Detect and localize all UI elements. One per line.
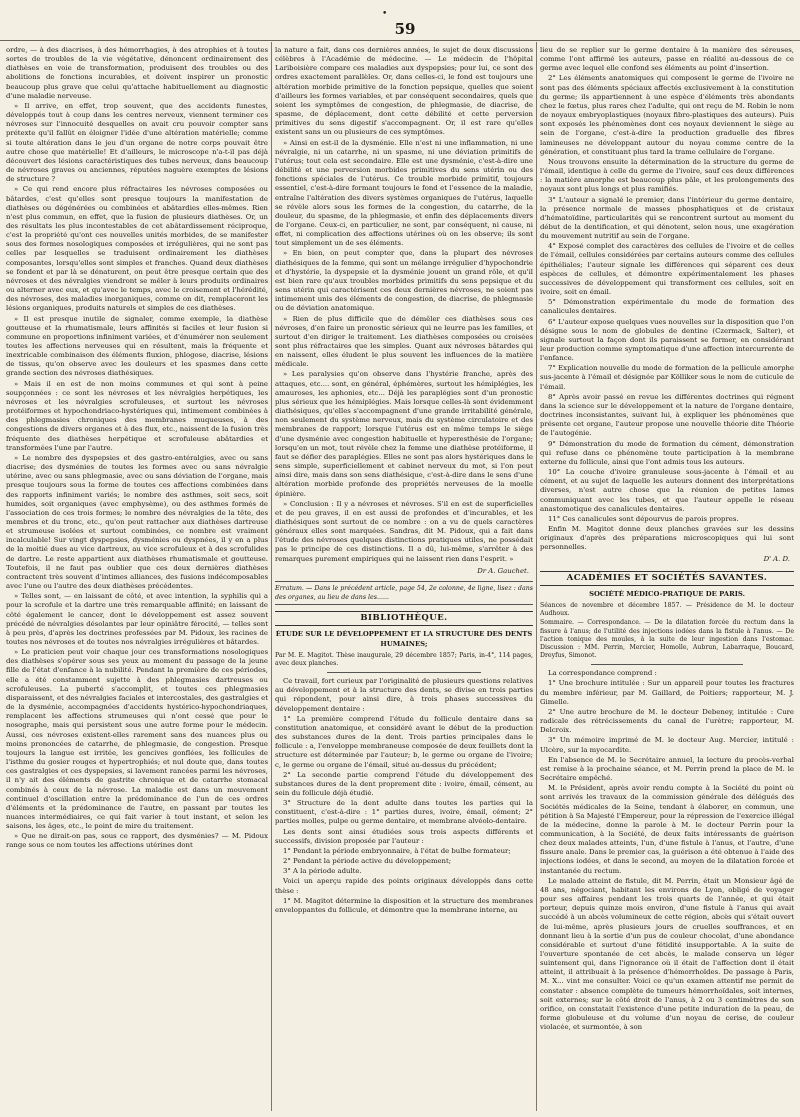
column-3 xyxy=(540,46,794,1109)
column-1 xyxy=(6,46,268,1109)
column-2 xyxy=(275,46,533,1109)
page-number: 59 xyxy=(394,20,416,38)
review-signature: D' A. D. xyxy=(763,555,790,564)
paragraph: 2° La seconde partie comprend l'étude du développement des substances dures de la dent proprement dite : ivoire, émail, cément, au sein du follicule déjà étudié. xyxy=(275,770,533,797)
paragraph: » Il est presque inutile de signaler, comme exemple, la diathèse goutteuse et la rhumatismale, leurs affinités si faciles et leur fusion si commune en proportions infiniment variées, et d'énumérer non seulement toutes les affections nerveuses qui en résultent, mais la fréquente et inextricable combinaison des éléments fluxion, phlogose, diacrise, lésions de tissus, qu'on observe avec les douleurs et les spasmes dans cette grande section des névroses diathésiques. xyxy=(6,314,268,378)
paragraph: 3° Un mémoire imprimé de M. le docteur Aug. Mercier, intitulé : Ulcère, sur la myocardite. xyxy=(540,736,794,754)
paragraph: M. le Président, après avoir rendu compte à la Société du point où sont arrivés les travaux de la commission générale des délégués des Sociétés médicales de la Seine, tendant à élaborer, en commun, une pétition à Sa Majesté l'Empereur, pour la répression de l'exercice illégal de la médecine, donne la parole à M. le docteur Perrin pour la communication, à la Société, de deux faits intéressants de guérison chez deux malades atteints, l'un, d'une fistule à l'anus, et l'autre, d'une fissure anale. Dans le premier cas, la guérison a été obtenue à l'aide des injections iodées, et dans le second, au moyen de la dilatation forcée et instantanée du rectum. xyxy=(540,784,794,875)
session-summary: Sommaire. — Correspondance. — De la dilatation forcée du rectum dans la fissure à l'anus; de l'utilité des injections iodées dans la fistule à l'anus. — De l'action tonique des moules, à la suite de leur ingestion dans l'estomac. Discussion : MM. Perrin, Mercier, Homolle, Aubrun, Labarraque, Boucard, Dreyfus, Simonot. xyxy=(540,619,794,660)
paragraph: En l'absence de M. le Secrétaire annuel, la lecture du procès-verbal est remise à la prochaine séance, et M. Perrin prend la place de M. le Secrétaire empêché. xyxy=(540,755,794,783)
paragraph: 1° Pendant la période embryonnaire, à l'état de bulbe formateur; xyxy=(283,846,511,855)
paragraph: Nous trouvons ensuite la détermination de la structure du germe de l'émail, identique à celle du germe de l'ivoire, sauf ces deux différences : la matière amorphe est beaucoup plus pâle, et les prolongements des noyaux sont plus longs et plus ramifiés. xyxy=(540,157,794,194)
page-header xyxy=(0,6,800,41)
paragraph: 9° Démonstration du mode de formation du cément, démonstration qui refuse dans ce phénomène toute participation à la membrane externe du follicule, ainsi que l'ont admis tous les auteurs. xyxy=(540,439,794,466)
paragraph: Enfin M. Magitot donne deux planches gravées sur les dessins originaux d'après des préparations microscopiques qui lui sont personnelles. xyxy=(540,524,794,552)
paragraph: 3° L'auteur a signalé le premier, dans l'intérieur du germe dentaire, la présence normale de masses phosphatiques et de cristaux d'hématoïdine, particularités qui se rencontrent surtout au moment du début de la dentification, et qui dénotent, selon nous, une exagération du mouvement nutritif au sein de l'organe. xyxy=(540,195,794,241)
paragraph: » Il arrive, en effet, trop souvent, que des accidents funestes, développés tout à coup dans les centres nerveux, viennent terminer ces névroses sur l'innocuité desquelles on avait cru pouvoir compter sans prétexte qu'il fallût en éloigner l'idée d'une altération matérielle; comme si toute altération dans le jeu d'un organe de notre corps pouvait être autre chose que matérielle! Et d'ailleurs, le microscope n'a-t-il pas déjà découvert des lésions caractéristiques des tubes nerveux, dans beaucoup de névroses graves ou anciennes, réputées naguère exemptes de lésions de structure ? xyxy=(6,101,268,184)
paragraph: 2° Pendant la période active du développement; xyxy=(283,857,452,866)
column-divider xyxy=(271,42,272,1111)
author-signature: Dr A. Gauchet. xyxy=(477,566,529,575)
paragraph: 1° Une brochure intitulée : Sur un appareil pour toutes les fractures du membre inférieur, par M. Gaillard, de Poitiers; rapporteur, M. J. Gimelle. xyxy=(540,679,794,706)
paragraph: » Que ne dirait-on pas, sous ce rapport, des dysménies? — M. Pidoux range sous ce nom toutes les affections utérines dont xyxy=(6,832,268,850)
paragraph: la nature a fait, dans ces dernières années, le sujet de deux discussions célèbres à l'Académie de médecine. — Le médecin de l'hôpital Lariboisière compare ces maladies aux dyspepsies; pour lui, ce sont des ordres exactement parallèles. Or, dans celles-ci, le fond est toujours une altération morbide primitive de la fonction pepsique, quelles que soient d'ailleurs les formes variables, et par conséquent secondaires, quels que soient les symptômes de congestion, de phlegmasie, de diacrise, de spasme, de déplacement, dont cette débilité et cette perversion primitives du sens digestif s'accompagnent. Or, il est rare qu'elles existent sans un ou plusieurs de ces symptômes. xyxy=(275,46,533,137)
paragraph: 10° La couche d'ivoire granuleuse sous-jacente à l'émail et au cément, et au sujet de laquelle les auteurs donnent des interprétations diverses, n'est autre chose que la réunion de petites lames communiquant avec les tubes, et que l'auteur appelle le réseau anastomotique des canalicules dentaires. xyxy=(540,468,794,513)
paragraph: 1° La première comprend l'étude du follicule dentaire dans sa constitution anatomique, et considéré avant le début de la production des substances dures de la dent. Trois parties principales dans le follicule : a, l'enveloppe membraneuse composée de deux feuillets dont la structure est déterminée par l'auteur; b, le germe ou organe de l'ivoire; c, le germe ou organe de l'émail, situé au-dessus du précédent; xyxy=(275,714,533,769)
paragraph: La correspondance comprend : xyxy=(548,669,657,678)
book-title: ÉTUDE SUR LE DÉVELOPPEMENT ET LA STRUCTURE DES DENTS HUMAINES; xyxy=(275,630,533,648)
paragraph: » Ainsi en est-il de la dysménie. Elle n'est ni une inflammation, ni une névralgie, ni un catarrhe, ni un spasme, ni une déviation primitifs de l'utérus; tout cela est secondaire. Elle est une dysménie, c'est-à-dire une débilité et une perversion morbides primitives du sens utérin ou des fonctions spéciales de l'utérus. Ce trouble morbide primitif, toujours essentiel, c'est-à-dire formant toujours le fond et l'essence de la maladie, entraîne l'altération des divers systèmes organiques de l'utérus, laquelle se révèle alors sous les formes de la congestion, du catarrhe, de la douleur, du spasme, de la phlegmasie, et enfin des déplacements divers de l'organe. Ceux-ci, en particulier, ne sont, par conséquent, ni cause, ni effet, ni complication des affections utérines où on les observe; ils sont tout simplement un de ses éléments. xyxy=(275,138,533,248)
paragraph: » Ce qui rend encore plus réfractaires les névroses composées ou bâtardes, c'est qu'elles sont presque toujours la manifestation de diathèses ou dégénérées ou combinées et abâtardies elles-mêmes. Rien n'est plus commun, en effet, que la fusion de plusieurs diathèses. Or, un des résultats les plus incontestables de cet abâtardissement réciproque, c'est la propriété qu'ont ces nouvelles unités morbides, de se manifester sous des formes nosologiques composées et irrégulières, qui ne sont pas celles par lesquelles se traduisent ordinairement les diathèses composantes, lorsqu'elles sont simples et franches. Quand deux diathèses se fondent et par là se dénaturent, on peut être presque certain que des névroses et des névralgies viendront se mêler à leurs produits ordinaires ou alterner avec eux, et qu'avec le temps, avec le croisement et l'hérédité, des névroses, des maladies inorganiques, comme on dit, remplaceront les lésions organiques, produits naturels et simples de ces diathèses. xyxy=(6,185,268,313)
book-reference: Par M. E. Magitot. Thèse inaugurale, 29 décembre 1857; Paris, in-4°, 114 pages, avec deux planches. xyxy=(275,651,533,667)
paragraph: Ce travail, fort curieux par l'originalité de plusieurs questions relatives au développement et à la structure des dents, se divise en trois parties qui répondent, pour ainsi dire, à trois phases successives du développement dentaire : xyxy=(275,677,533,713)
divider xyxy=(327,672,482,673)
paragraph: » Telles sont, — en laissant de côté, et avec intention, la syphilis qui a pour la scrofule et la dartre une très remarquable affinité; en laissant de côté également le cancer, dont le développement est assez souvent précédé de névralgies désolantes par leur opiniâtre férocité, — telles sont à peu près, d'après les doctrines professées par M. Pidoux, les racines de toutes nos névroses et de toutes nos névralgies irrégulières et bâtardes. xyxy=(6,592,268,646)
session-info: Séances de novembre et décembre 1857. — Présidence de M. le docteur Audhoux. xyxy=(540,601,794,618)
paragraph: » Rien de plus difficile que de démêler ces diathèses sous ces névroses, d'en faire un pronostic sérieux qui ne leurre pas les familles, et surtout d'en diriger le traitement. Les diathèses composées ou croisées sont plus réfractaires que les simples. Quant aux névroses bâtardes qui en naissent, elles éludent le plus souvent les influences de la matière médicale. xyxy=(275,314,533,369)
paragraph: 7° Explication nouvelle du mode de formation de la pellicule amorphe sus-jacente à l'émail et désignée par Kölliker sous le nom de cuticule de l'émail. xyxy=(540,364,794,391)
society-title: SOCIÉTÉ MÉDICO-PRATIQUE DE PARIS. xyxy=(589,589,745,598)
paragraph: » Conclusion : Il y a névroses et névroses. S'il en est de superficielles et de peu graves, il en est aussi de profondes et d'incurables, et les diathésiques sont surtout de ce nombre : on a vu de quels caractères généraux elles sont marquées. Sandras, dit M. Pidoux, qui a fait dans l'étude des névroses quelques distinctions pratiques utiles, ne possédait pas le principe de ces distinctions. Il a dû, lui-même, s'arrêter à des remarques purement empiriques qui ne laissent rien dans l'esprit. » xyxy=(275,499,533,563)
paragraph: 1° M. Magitot détermine la disposition et la structure des membranes enveloppantes du follicule, et démontre que la membrane interne, au xyxy=(275,896,533,914)
section-heading-bibliotheque: BIBLIOTHÈQUE. xyxy=(275,611,533,626)
paragraph: » Le nombre des dyspepsies et des gastro-entéralgies, avec ou sans diacrise; des dysménies de toutes les formes avec ou sans névralgie utérine, avec ou sans phlegmasie, avec ou sans déviation de l'organe, mais presque toujours sous la forme de toutes ces affections combinées dans des rapports infiniment variés; le nombre des asthmes, soit secs, soit humides, soit organiques (avec emphysème), ou des asthmes formés de l'association de ces trois formes; le nombre des névralgies de la tête, des membres et du tronc, etc., qu'on peut rattacher aux diathèses dartreuse et strumeuse isolées et surtout combinées, ce nombre est vraiment incalculable! Sur vingt dyspepsies, dysménies ou dyspnées, il y en a plus de la moitié dues au vice dartreux, au vice scrofuleux et à des scrofulides de dartre. Le reste appartient aux diathèses rhumatismale et goutteuse. Toutefois, il ne faut pas oublier que ces deux dernières diathèses contractent très souvent d'intimes alliances, des fusions indécomposables avec l'une ou l'autre des deux diathèses précédentes. xyxy=(6,453,268,591)
divider xyxy=(591,664,743,665)
header-mark: • xyxy=(382,9,388,19)
paragraph: Voici un aperçu rapide des points originaux développés dans cette thèse : xyxy=(275,877,533,895)
paragraph: Les dents sont ainsi étudiées sous trois aspects différents et successifs, division proposée par l'auteur : xyxy=(275,827,533,845)
paragraph: Le malade atteint de fistule, dit M. Perrin, était un Monsieur âgé de 48 ans, négociant, habitant les environs de Lyon, obligé de voyager pour ses affaires pendant les trois quarts de l'année, et qui était porteur, depuis quinze mois environ, d'une fistule à l'anus qui avait succédé à un abcès volumineux de cette région, abcès qui s'était ouvert de lui-même, après plusieurs jours de cruelles souffrances, et en donnant lieu à la sortie d'un pus de couleur chocolat, d'une abondance considérable et surtout d'une fétidité insupportable. A la suite de l'ouverture spontanée de cet abcès, le malade conserva un léger suintement qui, dans l'ignorance où il était de l'affection dont il était atteint, il attribuait à la présence d'hémorrhoïdes. De passage à Paris, M. X... vint me consulter. Voici ce qu'un examen attentif me permit de constater : absence complète de tumeurs hémorrhoïdales, soit internes, soit externes; sur le côté droit de l'anus, à 2 ou 3 centimètres de son orifice, on constatait l'existence d'une petite induration de la peau, de forme globuleuse et du volume d'un noyau de cerise, de couleur violacée, et surmontée, à son xyxy=(540,876,794,1032)
paragraph: 11° Ces canalicules sont dépourvus de parois propres. xyxy=(548,514,739,523)
paragraph: » En bien, on peut compter que, dans la plupart des névroses diathésiques de la femme, qui sont un mélange irrégulier d'hypochondrie et d'hystérie, la dyspepsie et la dysménie jouent un grand rôle, et qu'il est bien rare qu'aux troubles morbides primitifs du sens pepsique et du sens utérin qui caractérisent ces deux dernières névroses, ne soient pas intimement unis des éléments de congestion, de diacrise, de phlegmasie ou de déviation anatomique. xyxy=(275,249,533,313)
paragraph: 2° Une autre brochure de M. le docteur Debeney, intitulée : Cure radicale des rétrécissements du canal de l'urètre; rapporteur, M. Delcroix. xyxy=(540,707,794,735)
paragraph: » Mais il en est de non moins communes et qui sont à peine soupçonnées : ce sont les névroses et les névralgies herpétiques, les névroses et les névralgies scrofuleuses, et surtout les névroses protéiformes et hypochondriaco-hystériques qui, intimement combinées à des phlegmasies chroniques des membranes muqueuses, à des congestions de divers organes et à des flux, etc., naissent de la fusion très fréquente des diathèses herpétique et scrofuleuse abâtardies et transformées l'une par l'autre. xyxy=(6,379,268,452)
paragraph: 8° Après avoir passé en revue les différentes doctrines qui régnent dans la science sur le développement et la nature de l'organe dentaire, doctrines inconsistantes, suivant lui, à expliquer les phénomènes que présente cet organe, l'auteur propose une nouvelle théorie dite Théorie de l'autogénie. xyxy=(540,392,794,438)
paragraph: » Le praticien peut voir chaque jour ces transformations nosologiques des diathèses s'opérer sous ses yeux au moment du passage de la jeune fille de l'état d'enfance à la nubilité. Pendant la première de ces périodes, elle a été constamment sujette à des phlegmasies dartreuses ou scrofuleuses. La puberté s'accomplit, et toutes ces phlegmasies disparaissent, et des névralgies faciales et intercostales, des gastralgies et de la dysménie, accompagnées d'accidents hystérico-hypochondriaques, remplacent les affections strumeuses qui n'ont cessé que pour le nosographe, mais qui persistent sous une autre forme pour le médecin. Aussi, ces névroses existent-elles rarement sans des nuances plus ou moins prononcées de catarrhe, de phlegmasie, de congestion. Presque toujours la langue est irritée, les gencives gonflées, les follicules de l'isthme du gosier rouges et hypertrophiés; et nul doute que, dans toutes ces gastralgies et ces dyspepsies, si lavement rancées parmi les névroses, il n'y ait des éléments de gastrite chronique et de catarrhe stomacal combinés à ceux de la névrose. La maladie est dans un mouvement continuel d'oscillation entre la prédominance de l'un de ces ordres d'éléments et la prédominance de l'autre, en passant par toutes les nuances intermédiaires, ce qui fait varier à tout instant, et selon les saisons, les âges, etc., le point de mire du traitement. xyxy=(6,648,268,831)
paragraph: » Les paralysies qu'on observe dans l'hystérie franche, après des attaques, etc.... sont, en général, éphémères, surtout les hémiplégies, les amauroses, les aphonies, etc... Déjà les paraplégies sont d'un pronostic plus sérieux que les hémiplégies. Mais lorsque celles-là sont évidemment diathésiques, qu'elles s'accompagnent d'une grande irritabilité générale, non seulement du système nerveux, mais du système circulatoire et des membranes de rapport; lorsque l'utérus est en même temps le siège d'une dysménie avec congestion habituelle et hyperesthésie de l'organe; lorsqu'en un mot, tout révèle chez la femme une diathèse protéiforme, il faut se défier des paraplégies. Elles ne sont pas alors hystériques dans le sens simple, superficiellement et cabinet nerveux du mot, si l'on peut ainsi dire, mais dans son sens diathésique, c'est-à-dire dans le sens d'une altération morbide profonde des propriétés nerveuses de la moelle épinière. xyxy=(275,370,533,498)
paragraph: 6° L'auteur expose quelques vues nouvelles sur la disposition que l'on désigne sous le nom de globules de dentine (Czermack, Salter), et signale surtout la façon dont ils paraissent se former, en considérant leur production comme symptomatique d'une affection intercurrente de l'enfance. xyxy=(540,317,794,363)
paragraph: 2° Les éléments anatomiques qui composent le germe de l'ivoire ne sont pas des éléments spéciaux affectés exclusivement à la constitution du germe; ils appartiennent à une espèce d'éléments très abondants chez le fœtus, plus rares chez l'adulte, qui ont reçu de M. Robin le nom de noyaux embryoplastiques (noyaux fibro-plastiques des auteurs). Puis sont exposés les phénomènes dont ces noyaux deviennent le siège au sein de l'organe, c'est-à-dire la production graduelle des fibres lamineuses ne développant autour du noyau comme centre de la génération, et constituant plus tard la trame cellulaire de l'organe. xyxy=(540,74,794,156)
paragraph: 3° A la période adulte. xyxy=(283,867,362,876)
paragraph: ordre, — à des diacrises, à des hémorrhagies, à des atrophies et à toutes sortes de troubles de la vie végétative, dénoncent ordinairement des diathèses en voie de transformation, produisent des troubles ou des abolitions de fonctions incurables, et doivent inspirer un pronostic beaucoup plus grave que celui qu'attache habituellement au diagnostic d'une maladie nerveuse. xyxy=(6,46,268,100)
paragraph: 4° Exposé complet des caractères des cellules de l'ivoire et de celles de l'émail, cellules considérées par certains auteurs comme des cellules épithéliales; l'auteur signale les différences qui séparent ces deux espèces de cellules, et démontre expérimentalement les phases successives de développement qui transforment ces cellules, soit en ivoire, soit en émail. xyxy=(540,242,794,297)
paragraph: 3° Structure de la dent adulte dans toutes les parties qui la constituent, c'est-à-dire : 1° parties dures, ivoire, émail, cément; 2° parties molles, pulpe ou germe dentaire, et membrane alvéolo-dentaire. xyxy=(275,799,533,826)
erratum-note: Erratum. — Dans le précédent article, page 54, 2e colonne, 4e ligne, lisez : dans des organes, au lieu de dans les...... xyxy=(275,581,533,605)
section-heading-academies: ACADÉMIES ET SOCIÉTÉS SAVANTES. xyxy=(540,571,794,586)
column-divider xyxy=(536,42,537,1111)
paragraph: lieu de se replier sur le germe dentaire à la manière des séreuses, comme l'ont affirmé les auteurs, passe en réalité au-dessous de ce germe avec lequel elle confond ses éléments au point d'insertion. xyxy=(540,46,794,73)
paragraph: 5° Démonstration expérimentale du mode de formation des canalicules dentaires. xyxy=(540,298,794,316)
